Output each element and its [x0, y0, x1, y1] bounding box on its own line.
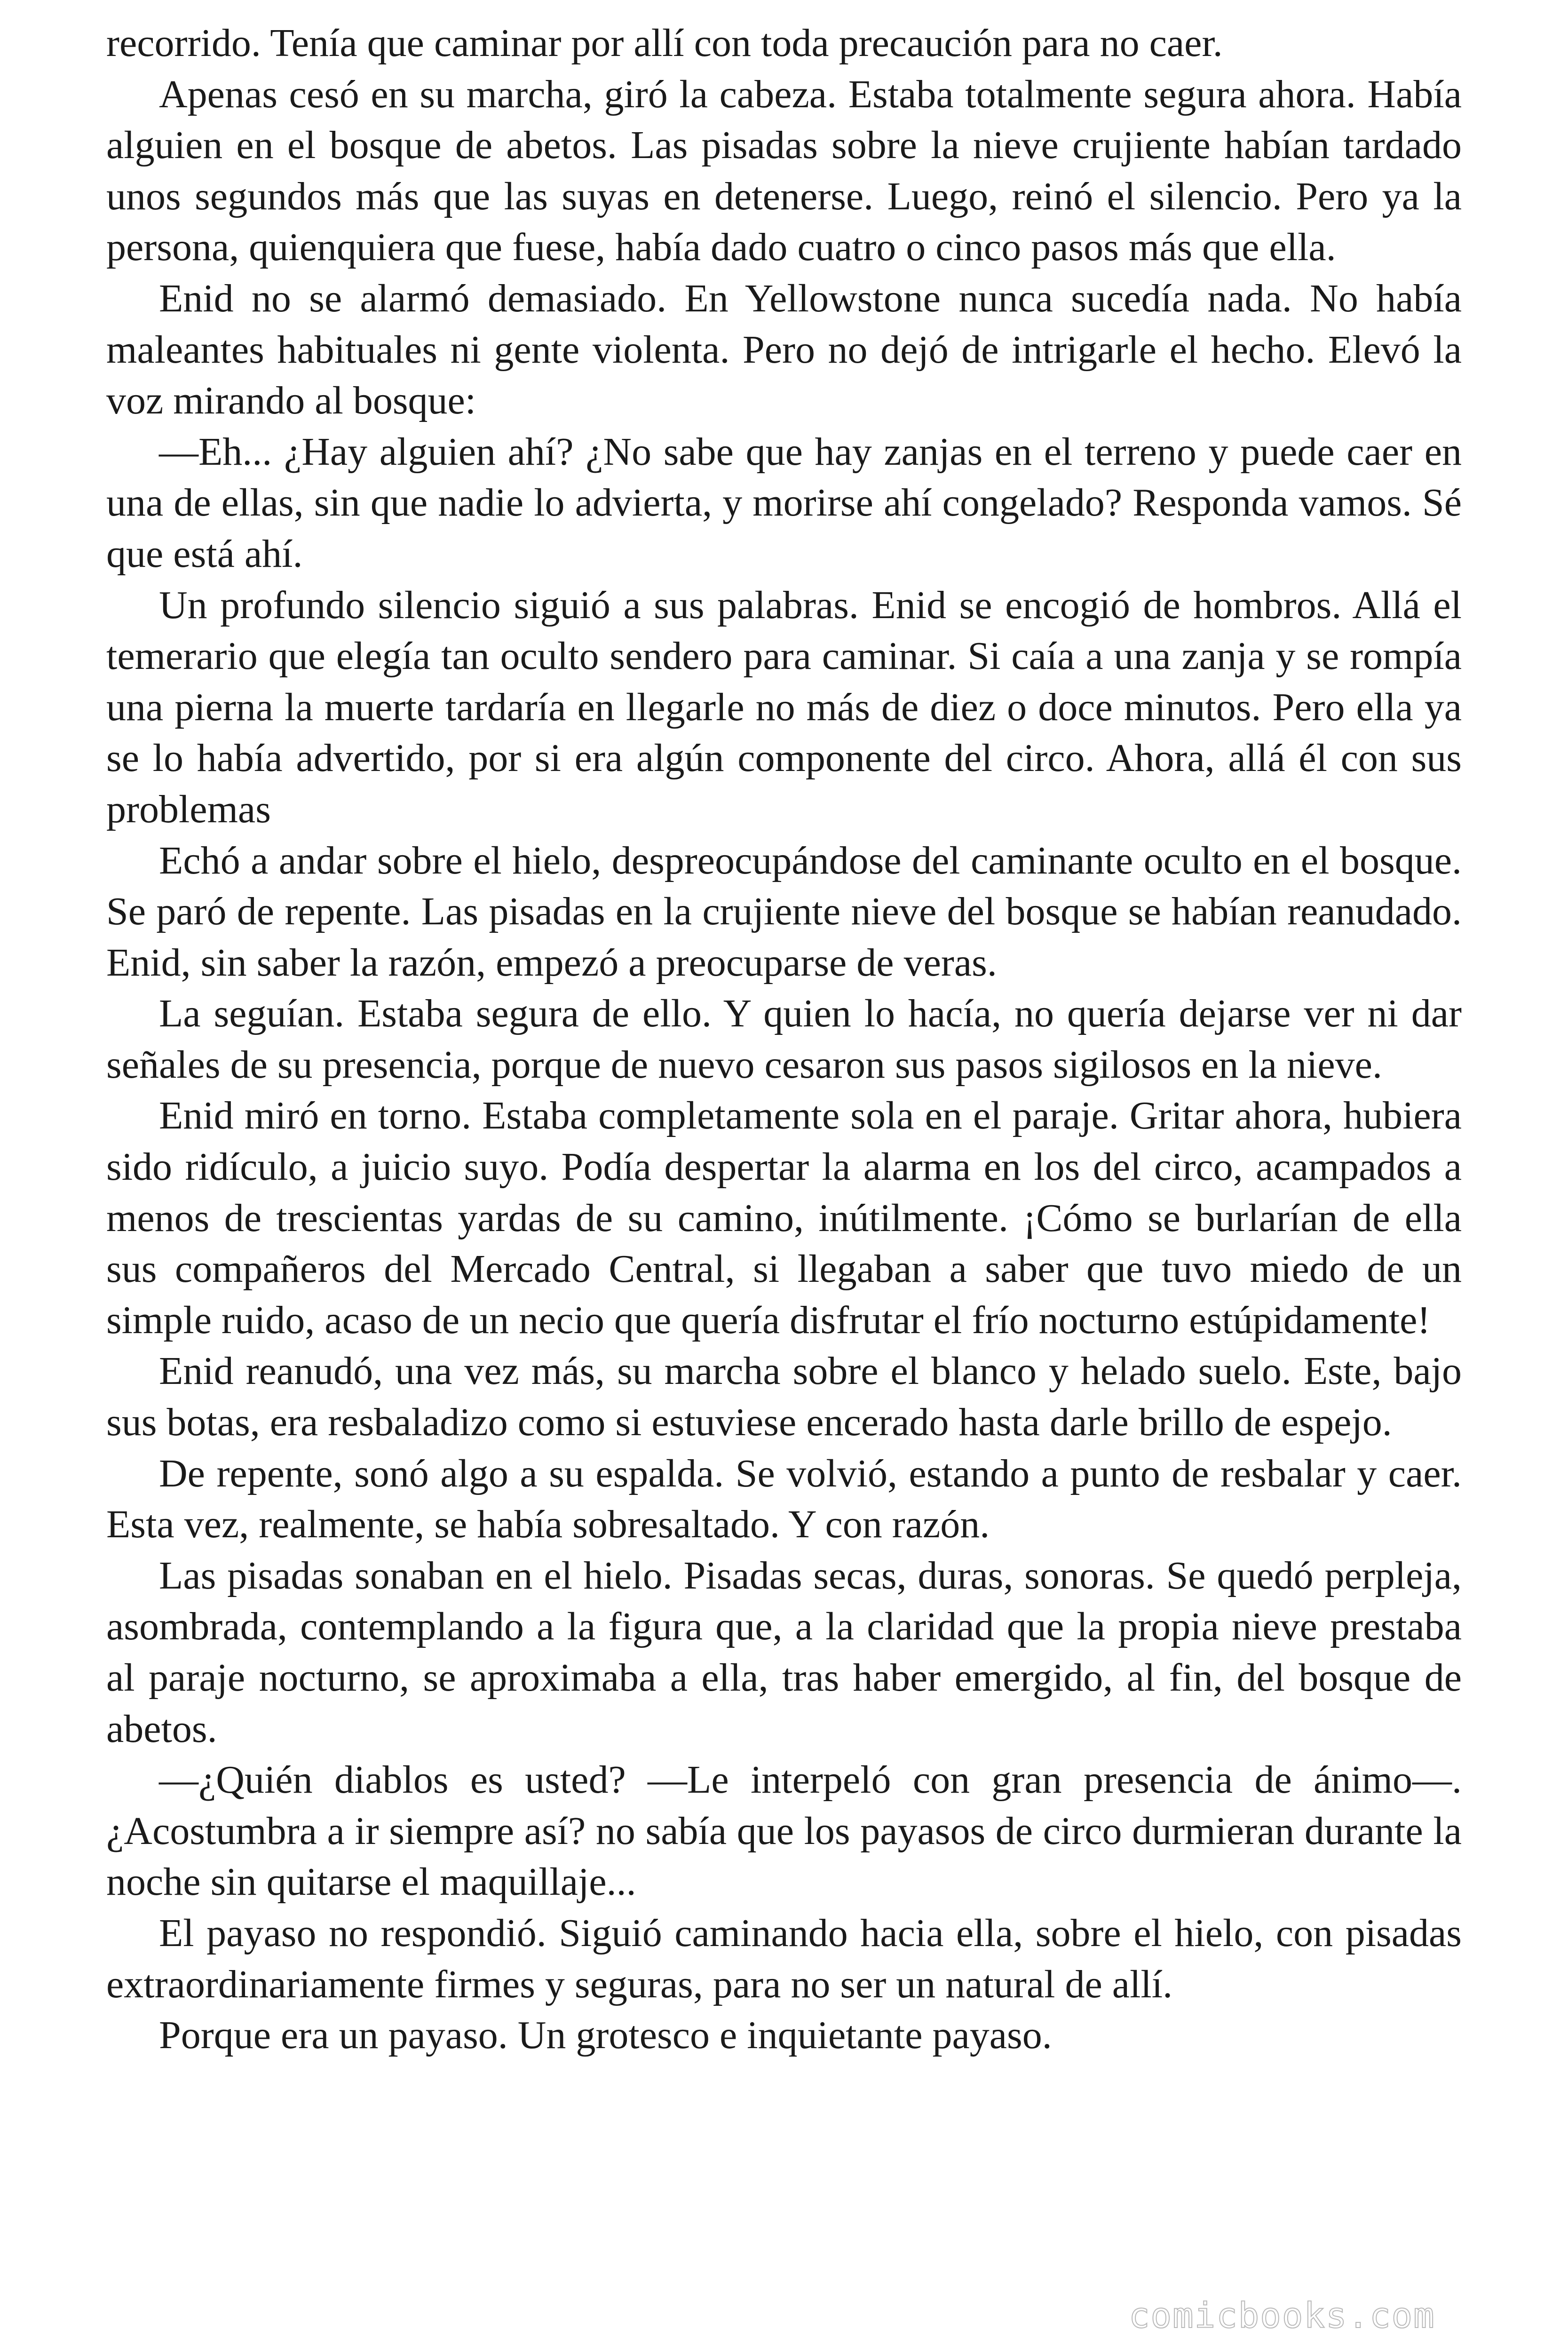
- paragraph: Apenas cesó en su marcha, giró la cabeza. Estaba totalmente segura ahora. Había alguien en el bosque de abetos. Las pisadas sobre la nieve crujiente habían tardado unos segundos más que las suyas en detenerse. Luego, reinó el silencio. Pero ya la persona, quienquiera que fuese, había dado cuatro o cinco pasos más que ella.: [106, 72, 1462, 270]
- paragraph-dialogue: —Eh... ¿Hay alguien ahí? ¿No sabe que hay zanjas en el terreno y puede caer en una de ellas, sin que nadie lo advierta, y morirse ahí congelado? Responda vamos. Sé que está ahí.: [106, 429, 1462, 576]
- paragraph: La seguían. Estaba segura de ello. Y quien lo hacía, no quería dejarse ver ni dar señales de su presencia, porque de nuevo cesaron sus pasos sigilosos en la nieve.: [106, 992, 1462, 1087]
- paragraph: El payaso no respondió. Siguió caminando hacia ella, sobre el hielo, con pisadas extraordinariamente firmes y seguras, para no ser un natural de allí.: [106, 1911, 1462, 2006]
- paragraph: Echó a andar sobre el hielo, despreocupándose del caminante oculto en el bosque. Se paró de repente. Las pisadas en la crujiente nieve del bosque se habían reanudado. Enid, sin saber la razón, empezó a preocuparse de veras.: [106, 838, 1462, 985]
- paragraph: Enid reanudó, una vez más, su marcha sobre el blanco y helado suelo. Este, bajo sus botas, era resbaladizo como si estuviese encerado hasta darle brillo de espejo.: [106, 1349, 1462, 1445]
- book-page-text: [106, 18, 1462, 2061]
- paragraph-dialogue: —¿Quién diablos es usted? —Le interpeló con gran presencia de ánimo—. ¿Acostumbra a ir siempre así? no sabía que los payasos de circo durmieran durante la noche sin quitarse el maquillaje...: [106, 1758, 1462, 1904]
- paragraph-continuation: recorrido. Tenía que caminar por allí con toda precaución para no caer.: [106, 21, 1223, 65]
- paragraph: Enid miró en torno. Estaba completamente sola en el paraje. Gritar ahora, hubiera sido ridículo, a juicio suyo. Podía despertar la alarma en los del circo, acampados a menos de trescientas yardas de su camino, inútilmente. ¡Cómo se burlarían de ella sus compañeros del Mercado Central, si llegaban a saber que tuvo miedo de un simple ruido, acaso de un necio que quería disfrutar el frío nocturno estúpidamente!: [106, 1094, 1462, 1342]
- paragraph: De repente, sonó algo a su espalda. Se volvió, estando a punto de resbalar y caer. Esta vez, realmente, se había sobresaltado. Y con razón.: [106, 1451, 1462, 1547]
- paragraph: Las pisadas sonaban en el hielo. Pisadas secas, duras, sonoras. Se quedó perpleja, asombrada, contemplando a la figura que, a la claridad que la propia nieve prestaba al paraje nocturno, se aproximaba a ella, tras haber emergido, al fin, del bosque de abetos.: [106, 1553, 1462, 1751]
- paragraph: Porque era un payaso. Un grotesco e inquietante payaso.: [159, 2013, 1052, 2058]
- paragraph: Enid no se alarmó demasiado. En Yellowstone nunca sucedía nada. No había maleantes habituales ni gente violenta. Pero no dejó de intrigarle el hecho. Elevó la voz mirando al bosque:: [106, 276, 1462, 423]
- watermark-text: comicbooks.com: [1129, 2296, 1435, 2336]
- paragraph: Un profundo silencio siguió a sus palabras. Enid se encogió de hombros. Allá el temerario que elegía tan oculto sendero para caminar. Si caía a una zanja y se rompía una pierna la muerte tardaría en llegarle no más de diez o doce minutos. Pero ella ya se lo había advertido, por si era algún componente del circo. Ahora, allá él con sus problemas: [106, 583, 1462, 831]
